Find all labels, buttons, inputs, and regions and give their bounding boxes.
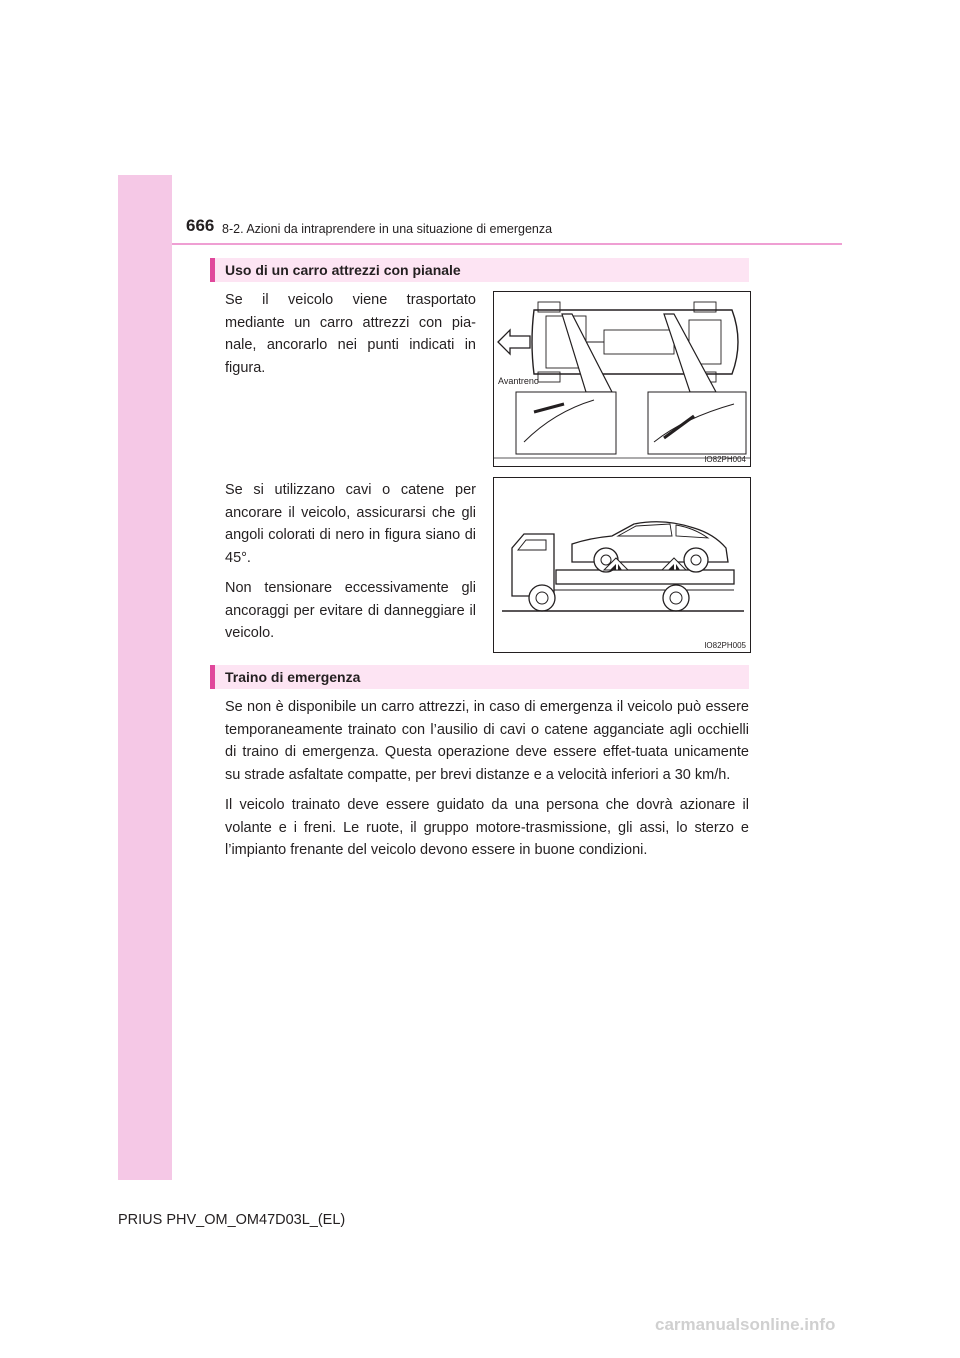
chapter-title: 8-2. Azioni da intraprendere in una situazione di emergenza bbox=[222, 222, 553, 236]
section-accent bbox=[210, 258, 215, 282]
section-title: Uso di un carro attrezzi con pianale bbox=[225, 262, 461, 278]
page-number: 666 bbox=[186, 216, 215, 235]
section-accent bbox=[210, 665, 215, 689]
figure-flatbed-truck bbox=[493, 477, 751, 653]
section-heading-flatbed bbox=[210, 258, 749, 282]
chapter-sidebar-tab bbox=[118, 175, 172, 1180]
flatbed-text-2 bbox=[225, 479, 476, 653]
emergency-towing-text bbox=[225, 696, 749, 870]
paragraph: Non tensionare eccessivamente gli ancoraggi per evitare di danneggiare il veicolo. bbox=[225, 580, 476, 641]
paragraph: Se il veicolo viene trasportato mediante un carro attrezzi con pia-nale, ancorarlo nei punti indicati in figura. bbox=[225, 292, 476, 376]
paragraph: Se non è disponibile un carro attrezzi, in caso di emergenza il veicolo può essere temporaneamente trainato con l’ausilio di cavi o catene agganciate agli occhielli di traino di emergenza. Questa operazione deve essere effet-tuata unicamente su strade asfaltate compatte, per brevi distanze e a velocità inferiori a 30 km/h. bbox=[225, 699, 749, 783]
flatbed-text-1 bbox=[225, 289, 476, 387]
watermark: carmanualsonline.info bbox=[655, 1315, 836, 1334]
front-label: Avantreno bbox=[498, 376, 539, 386]
header-rule bbox=[172, 243, 842, 245]
paragraph: Se si utilizzano cavi o catene per ancorare il veicolo, assicurarsi che gli angoli colorati di nero in figura siano di 45°. bbox=[225, 482, 476, 566]
car-underside-illustration bbox=[494, 292, 750, 466]
section-title: Traino di emergenza bbox=[225, 669, 361, 685]
figure-code: IO82PH005 bbox=[704, 641, 746, 650]
figure-tie-down-points bbox=[493, 291, 751, 467]
manual-code: PRIUS PHV_OM_OM47D03L_(EL) bbox=[118, 1212, 346, 1228]
paragraph: Il veicolo trainato deve essere guidato da una persona che dovrà azionare il volante e i freni. Le ruote, il gruppo motore-trasmissione, gli assi, lo sterzo e l’impianto frenante del veicolo devono essere in buone condizioni. bbox=[225, 797, 749, 858]
flatbed-truck-illustration bbox=[494, 478, 750, 652]
section-heading-emergency-towing bbox=[210, 665, 749, 689]
figure-code: IO82PH004 bbox=[704, 455, 746, 464]
